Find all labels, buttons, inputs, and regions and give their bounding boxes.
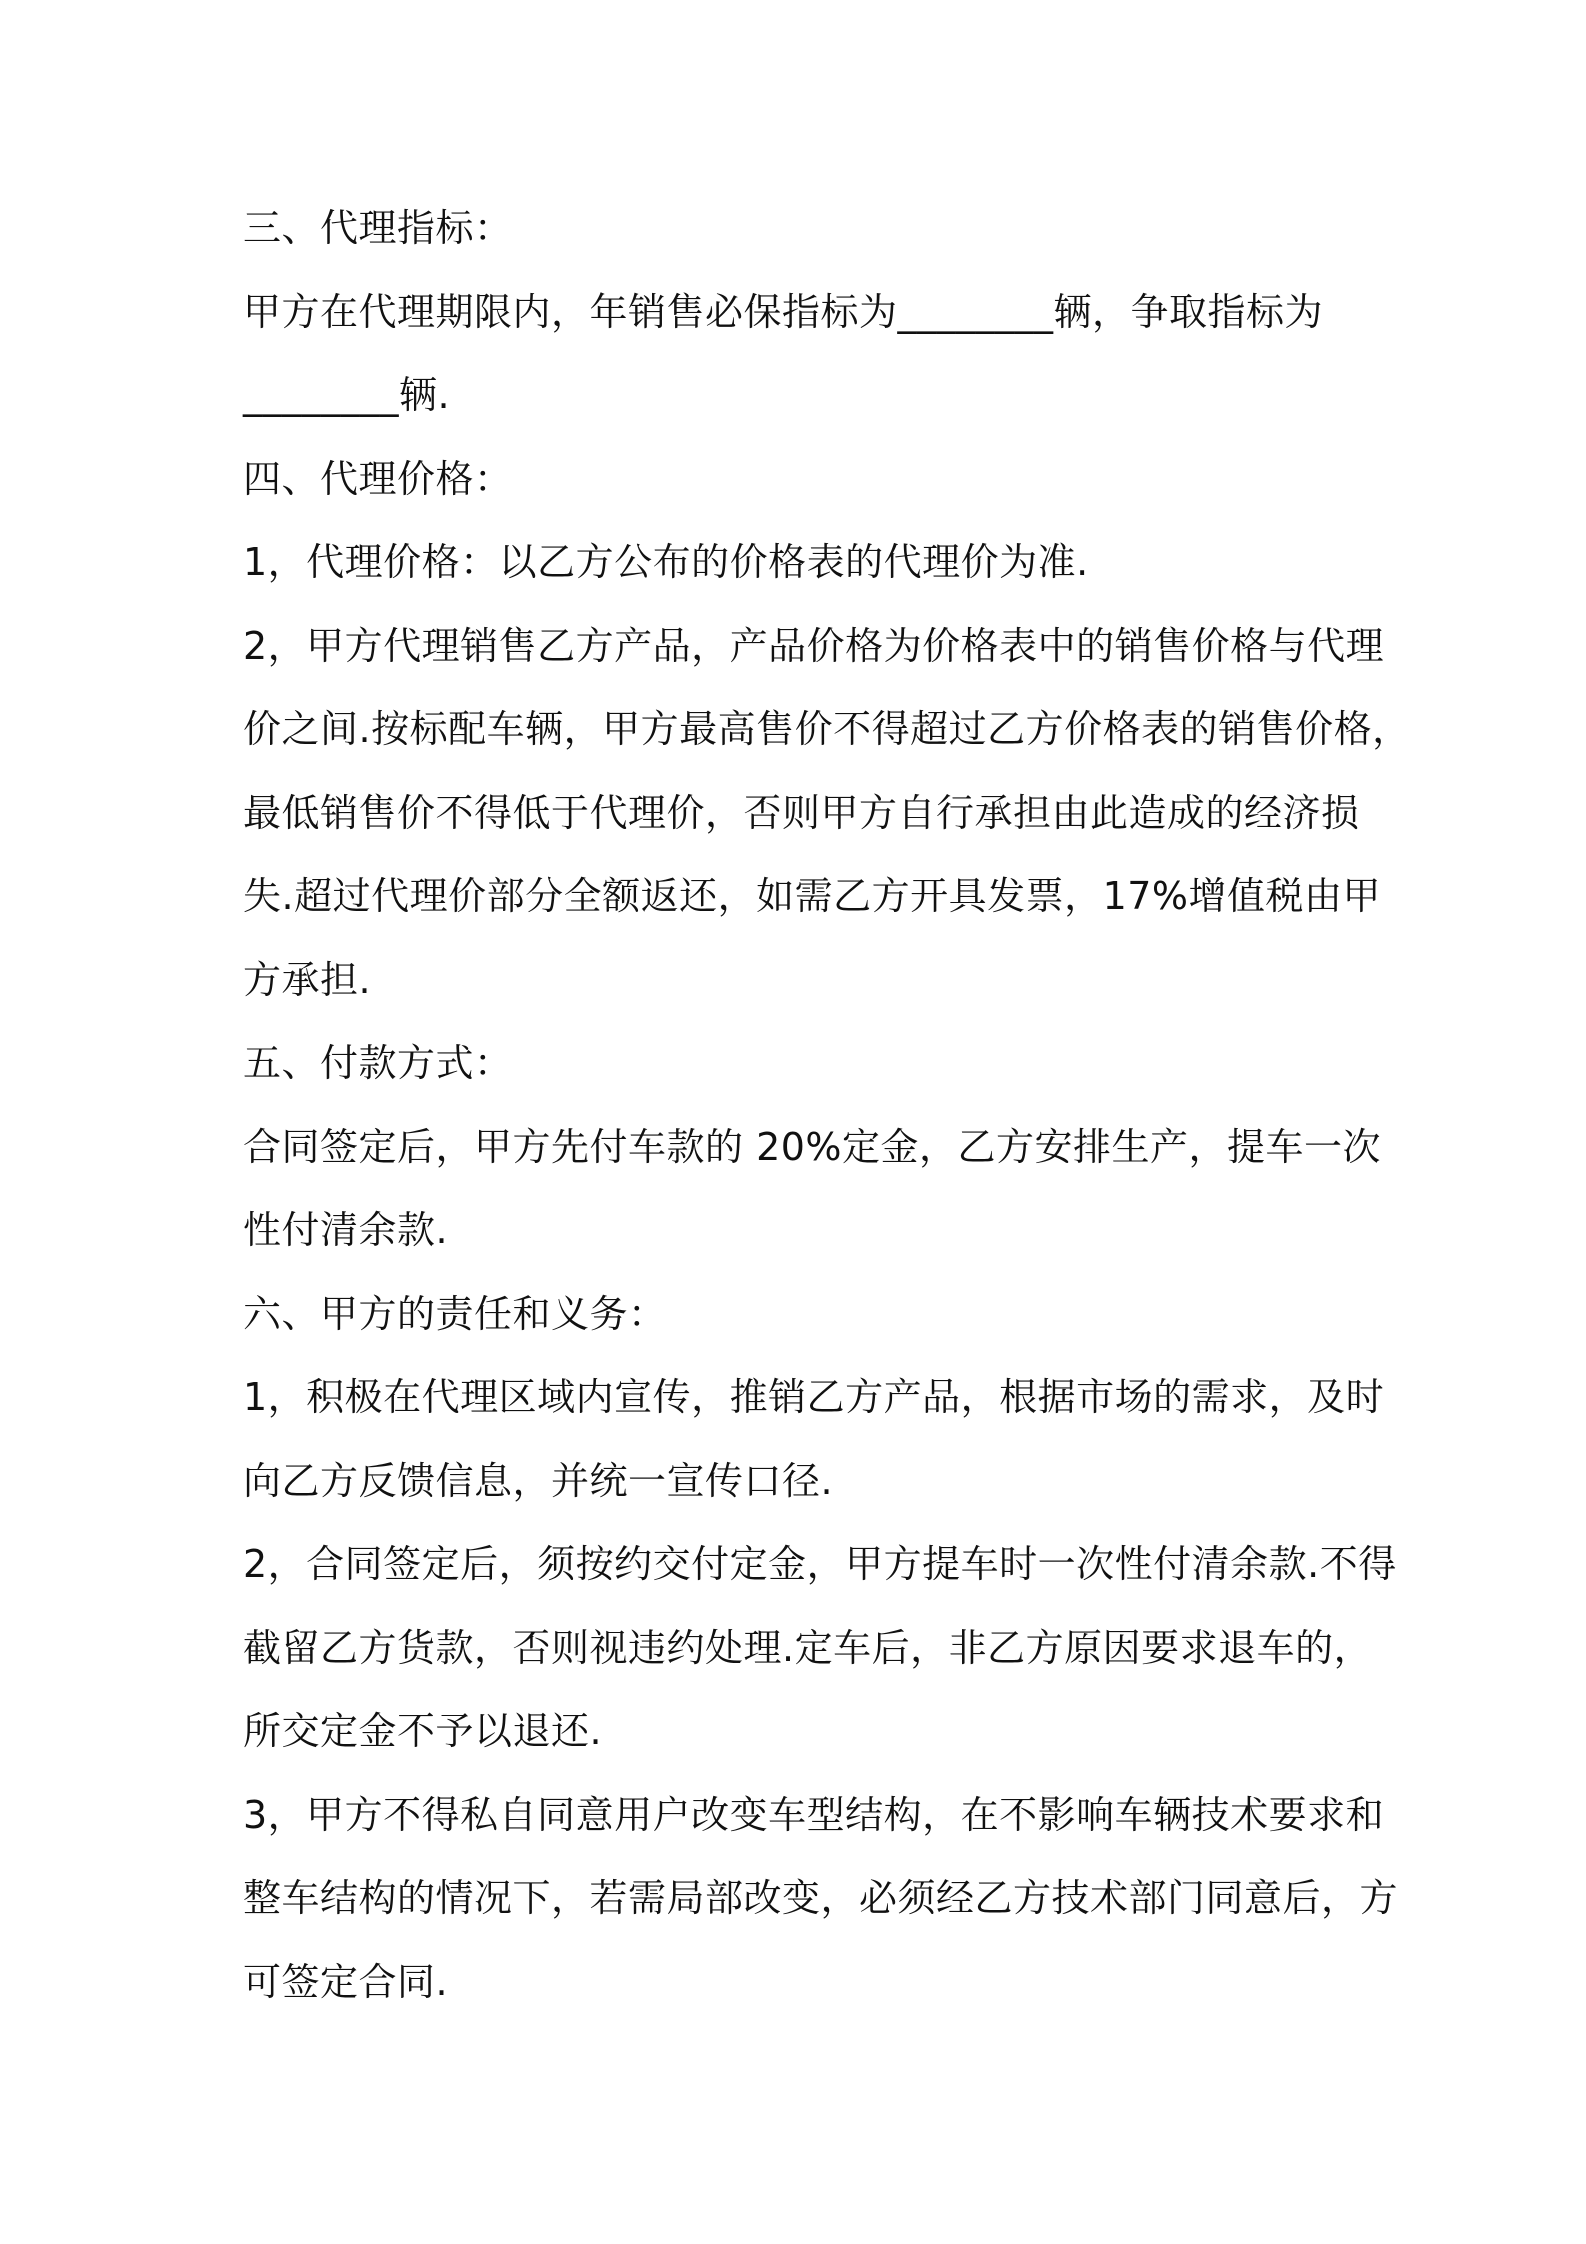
contract-text — [243, 200, 1411, 2037]
paragraph-line: 2，甲方代理销售乙方产品，产品价格为价格表中的销售价格与代理 — [243, 623, 1385, 668]
paragraph-line: 2，合同签定后，须按约交付定金，甲方提车时一次性付清余款.不得 — [243, 1542, 1397, 1586]
paragraph-line: 失.超过代理价部分全额返还，如需乙方开具发票，17%增值税由甲 — [243, 874, 1382, 918]
section-heading-payment-method: 五、付款方式： — [243, 1041, 513, 1085]
paragraph-line: 向乙方反馈信息，并统一宣传口径. — [243, 1458, 834, 1503]
section-heading-agency-target: 三、代理指标： — [243, 206, 513, 250]
paragraph-line: 最低销售价不得低于代理价，否则甲方自行承担由此造成的经济损 — [243, 790, 1360, 835]
paragraph-line: 截留乙方货款，否则视违约处理.定车后，非乙方原因要求退车的， — [243, 1625, 1373, 1670]
paragraph-line: 1，积极在代理区域内宣传，推销乙方产品，根据市场的需求，及时 — [243, 1375, 1385, 1419]
paragraph-line: 整车结构的情况下，若需局部改变，必须经乙方技术部门同意后，方 — [243, 1876, 1399, 1920]
paragraph-line: 甲方在代理期限内，年销售必保指标为________辆，争取指标为 — [243, 289, 1324, 334]
paragraph-line: 性付清余款. — [243, 1208, 449, 1252]
section-heading-agency-price: 四、代理价格： — [243, 456, 513, 501]
paragraph-line: 所交定金不予以退还. — [243, 1709, 603, 1753]
paragraph-line: 可签定合同. — [243, 1959, 449, 2004]
paragraph-line: 方承担. — [243, 957, 372, 1002]
paragraph-line: 合同签定后，甲方先付车款的 20%定金，乙方安排生产，提车一次 — [243, 1124, 1382, 1169]
paragraph-line: ________辆. — [243, 373, 451, 417]
paragraph-line: 1，代理价格：以乙方公布的价格表的代理价为准. — [243, 540, 1089, 584]
paragraph-line: 3，甲方不得私自同意用户改变车型结构，在不影响车辆技术要求和 — [243, 1792, 1385, 1837]
paragraph-line: 价之间.按标配车辆，甲方最高售价不得超过乙方价格表的销售价格， — [243, 707, 1411, 751]
section-heading-party-a-duties: 六、甲方的责任和义务： — [243, 1291, 667, 1336]
